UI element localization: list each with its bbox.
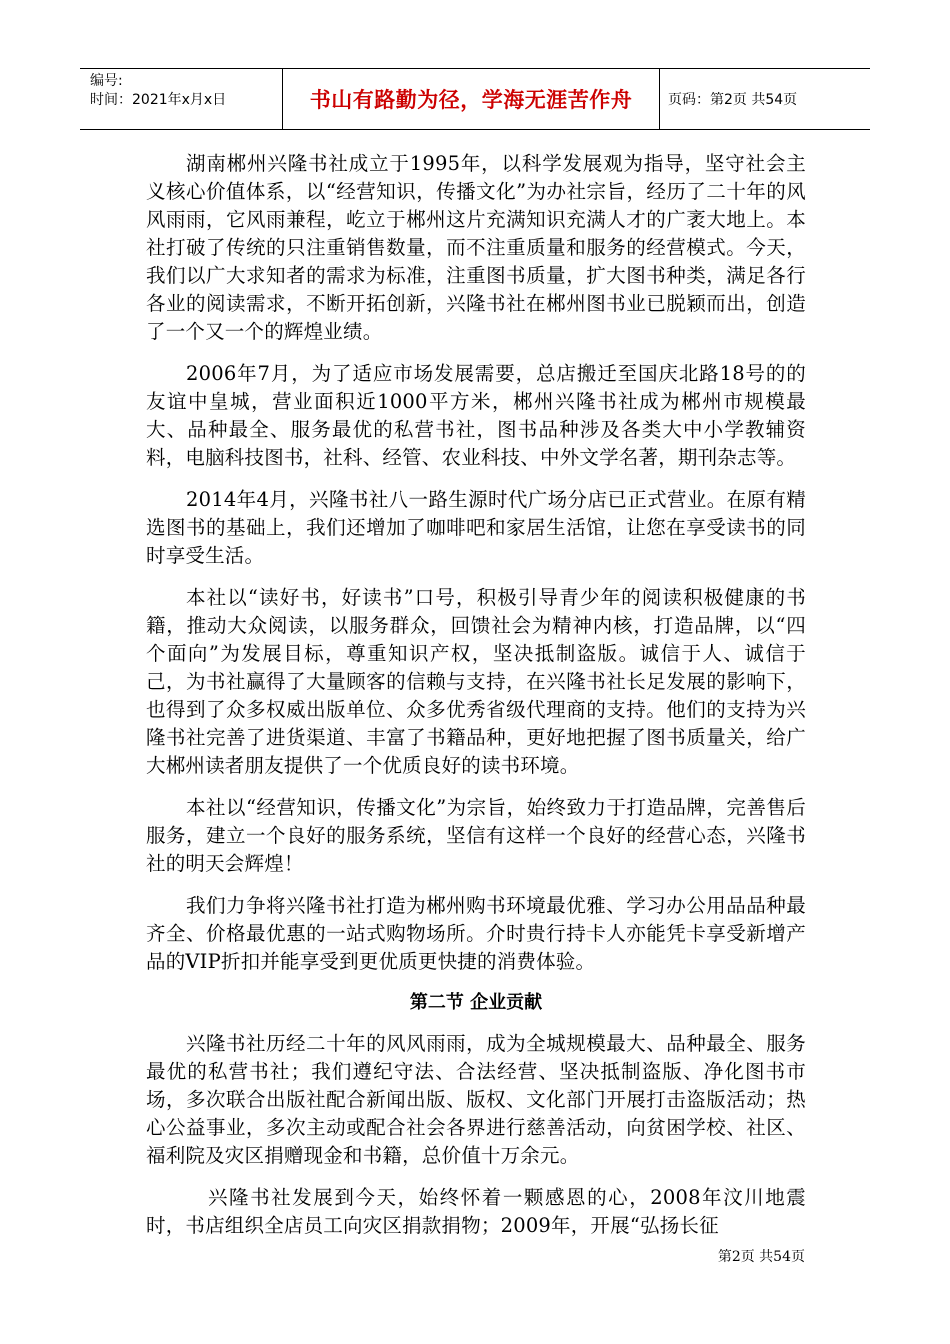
paragraph: 本社以“读好书，好读书”口号，积极引导青少年的阅读积极健康的书籍，推动大众阅读，以服务群众，回馈社会为精神内核，打造品牌，以“四个面向”为发展目标，尊重知识产权，坚决抵制盗版。诚信于人、诚信于己，为书社赢得了大量顾客的信赖与支持，在兴隆书社长足发展的影响下，也得到了众多权威出版单位、众多优秀省级代理商的支持。他们的支持为兴隆书社完善了进货渠道、丰富了书籍品种，更好地把握了图书质量关，给广大郴州读者朋友提供了一个优质良好的读书环境。 — [146, 586, 806, 777]
paragraph: 湖南郴州兴隆书社成立于1995年，以科学发展观为指导，坚守社会主义核心价值体系，以“经营知识，传播文化”为办社宗旨，经历了二十年的风风雨雨，它风雨兼程，屹立于郴州这片充满知识充满人才的广袤大地上。本社打破了传统的只注重销售数量，而不注重质量和服务的经营模式。今天，我们以广大求知者的需求为标准，注重图书质量，扩大图书种类，满足各行各业的阅读需求，不断开拓创新，兴隆书社在郴州图书业已脱颖而出，创造了一个又一个的辉煌业绩。 — [146, 152, 806, 343]
section-title: 第二节 企业贡献 — [409, 992, 543, 1013]
header-meta — [80, 69, 283, 129]
paragraph: 兴隆书社发展到今天，始终怀着一颗感恩的心，2008年汶川地震时，书店组织全店员工向灾区捐款捐物；2009年，开展“弘扬长征 — [146, 1186, 806, 1237]
paragraph: 本社以“经营知识，传播文化”为宗旨，始终致力于打造品牌，完善售后服务，建立一个良好的服务系统，坚信有这样一个良好的经营心态，兴隆书社的明天会辉煌！ — [146, 796, 806, 875]
page-header — [80, 68, 870, 130]
paragraph: 兴隆书社历经二十年的风风雨雨，成为全城规模最大、品种最全、服务最优的私营书社；我们遵纪守法、合法经营、坚决抵制盗版、净化图书市场，多次联合出版社配合新闻出版、版权、文化部门开展打击盗版活动；热心公益事业，多次主动或配合社会各界进行慈善活动，向贫困学校、社区、福利院及灾区捐赠现金和书籍，总价值十万余元。 — [146, 1032, 806, 1167]
header-motto: 书山有路勤为径，学海无涯苦作舟 — [283, 69, 660, 129]
page-footer: 第2页 共54页 — [717, 1249, 805, 1265]
paragraph: 2006年7月，为了适应市场发展需要，总店搬迁至国庆北路18号的的友谊中皇城，营业面积近1000平方米，郴州兴隆书社成为郴州市规模最大、品种最全、服务最优的私营书社，图书品种涉及各类大中小学教辅资料，电脑科技图书，社科、经管、农业科技、中外文学名著，期刊杂志等。 — [146, 362, 806, 469]
document-body — [146, 150, 806, 1254]
paragraph: 我们力争将兴隆书社打造为郴州购书环境最优雅、学习办公用品品种最齐全、价格最优惠的一站式购物场所。介时贵行持卡人亦能凭卡享受新增产品的VIP折扣并能享受到更优质更快捷的消费体验。 — [146, 894, 806, 973]
paragraph: 2014年4月，兴隆书社八一路生源时代广场分店已正式营业。在原有精选图书的基础上，我们还增加了咖啡吧和家居生活馆，让您在享受读书的同时享受生活。 — [146, 488, 806, 567]
header-number-label: 编号: — [90, 73, 123, 89]
header-page-code: 页码：第2页 共54页 — [668, 92, 798, 108]
header-time-label: 时间：2021年x月x日 — [90, 92, 227, 108]
